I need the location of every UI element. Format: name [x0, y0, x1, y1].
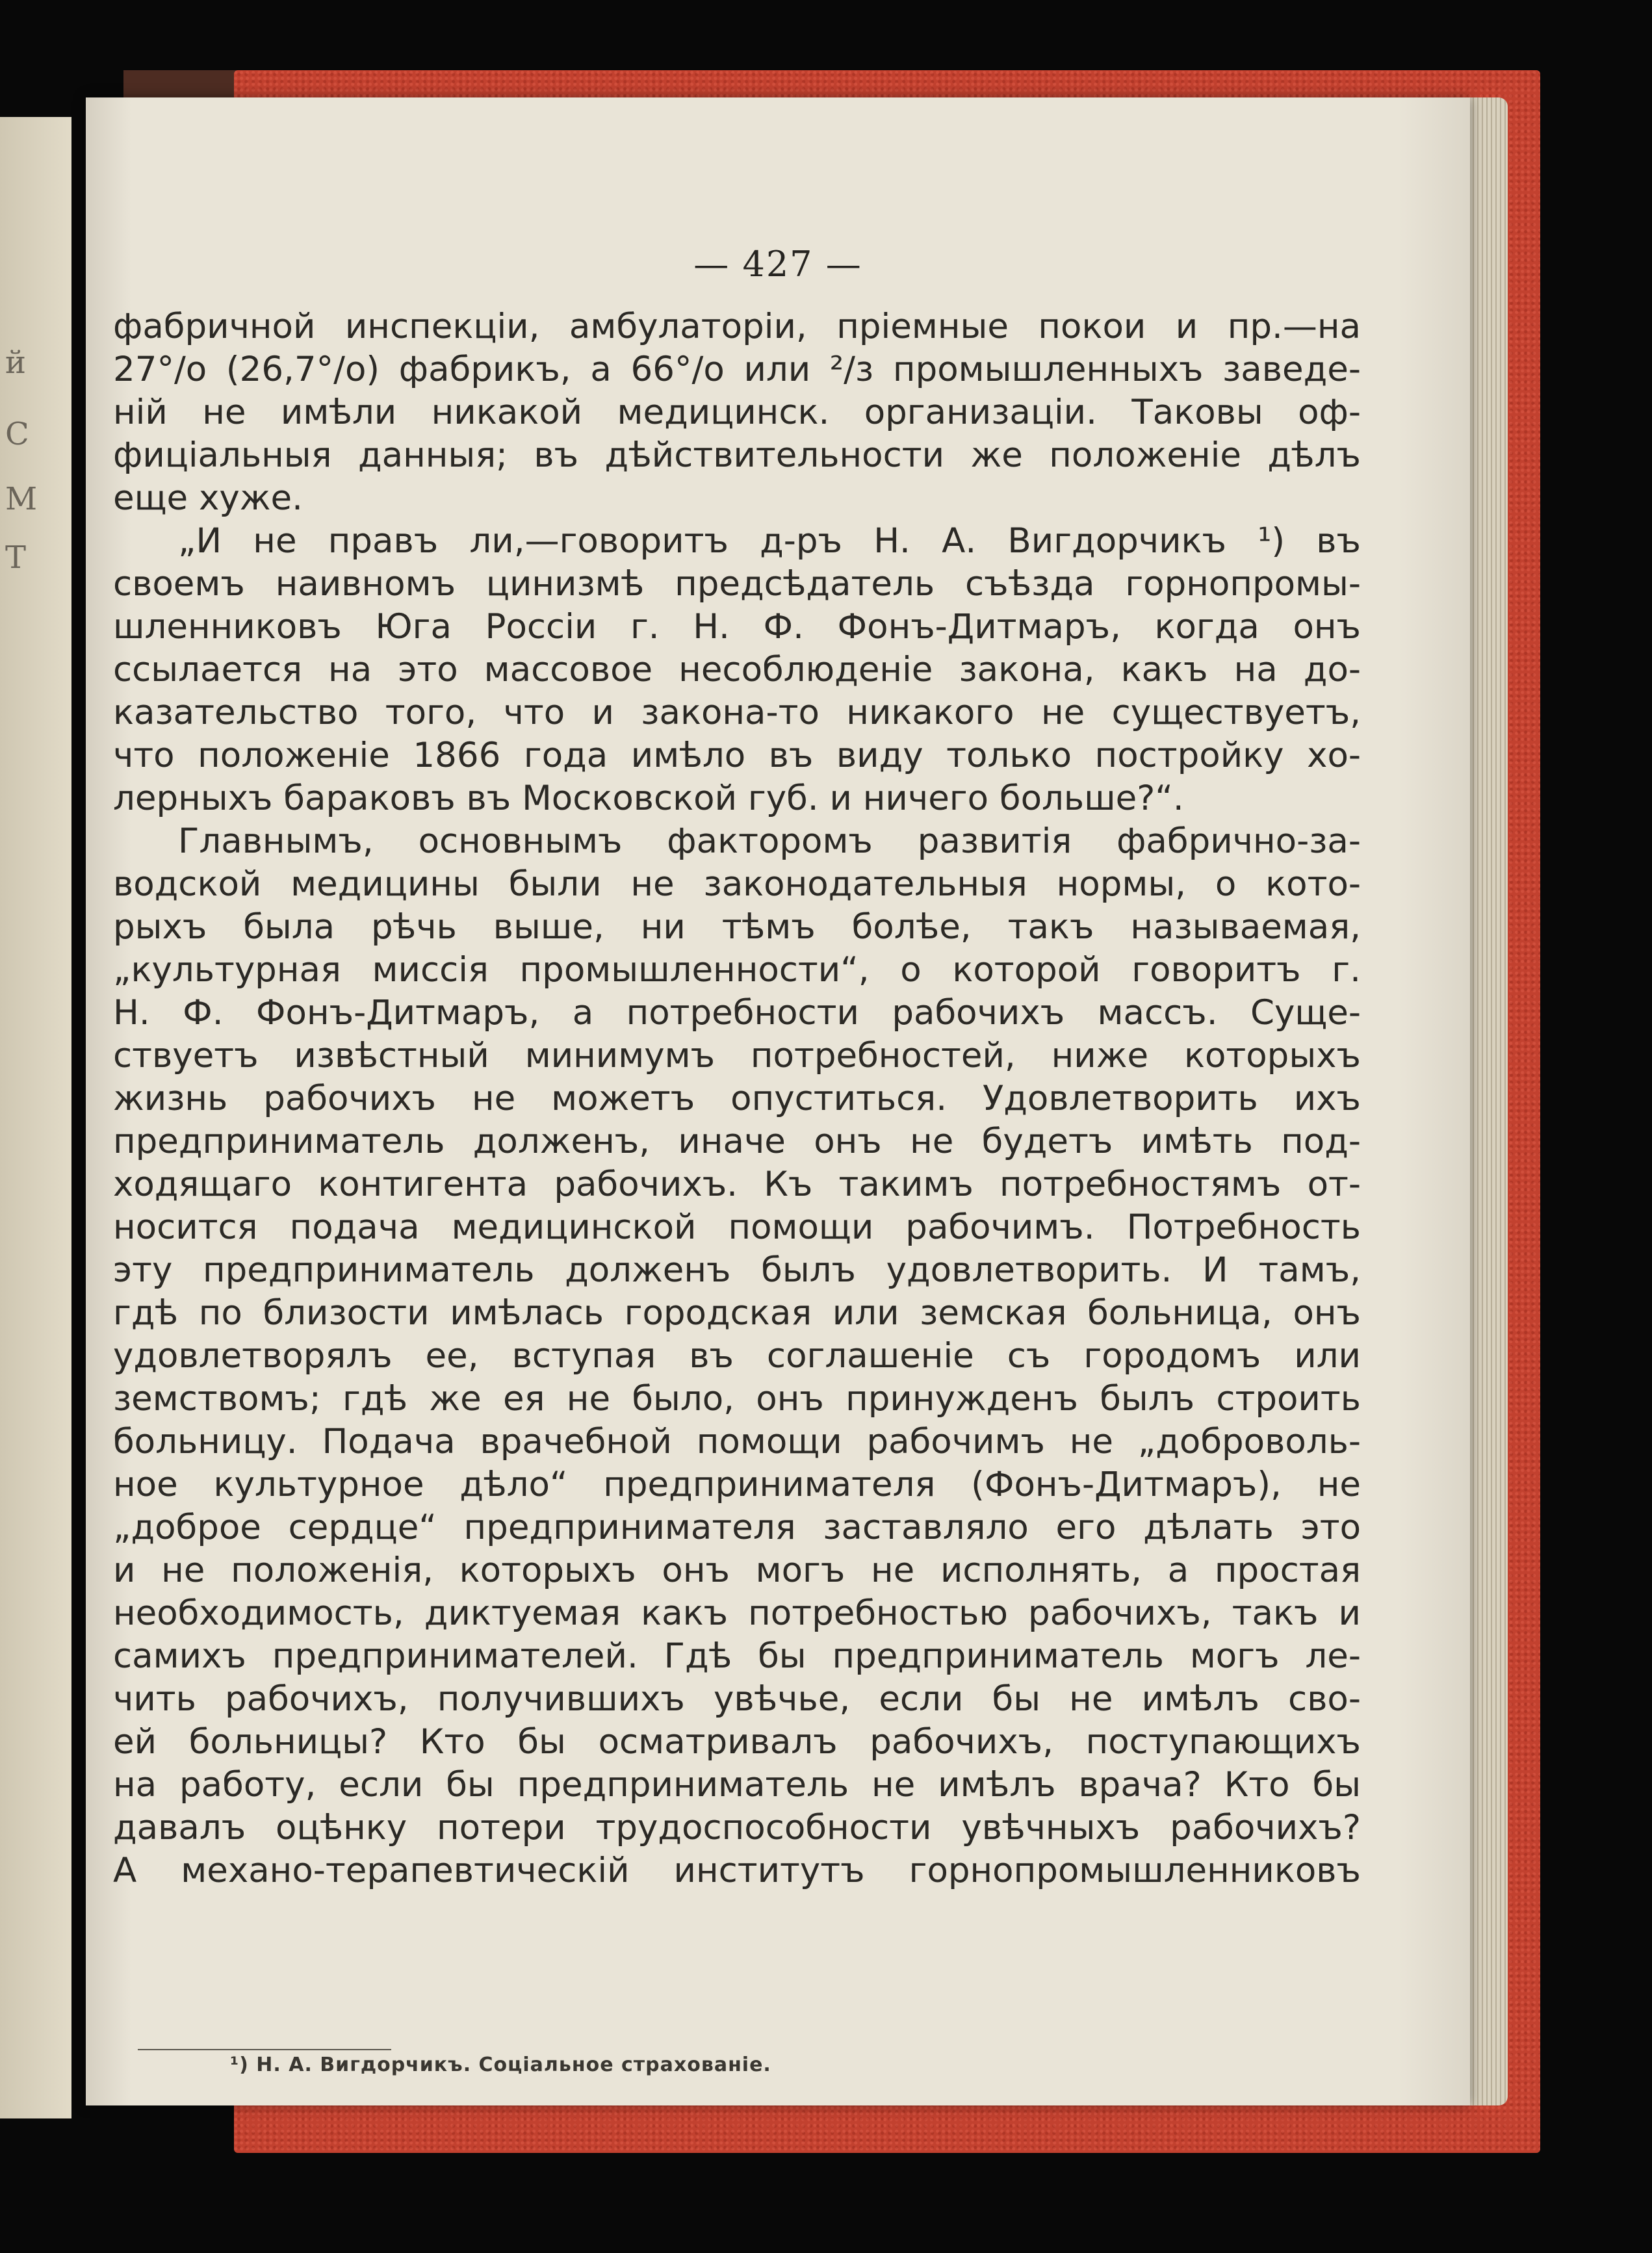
text-line: давалъ оцѣнку потери трудоспособности увѣчныхъ рабочихъ?	[113, 1808, 1361, 1847]
left-page-glyph: Т	[5, 539, 27, 576]
text-line: больницу. Подача врачебной помощи рабочимъ не „доброволь-	[113, 1422, 1361, 1461]
left-page-glyph: С	[5, 416, 29, 452]
text-line: жизнь рабочихъ не можетъ опуститься. Удовлетворить ихъ	[113, 1079, 1361, 1118]
text-line: А механо-терапевтическій институтъ горнопромышленниковъ	[113, 1851, 1361, 1890]
footnote: ¹) Н. А. Вигдорчикъ. Соціальное страхованіе.	[230, 2053, 771, 2076]
text-line: ствуетъ извѣстный минимумъ потребностей, ниже которыхъ	[113, 1036, 1361, 1075]
text-line: фиціальныя данныя; въ дѣйствительности же положеніе дѣлъ	[113, 435, 1361, 475]
text-line: еще хуже.	[113, 478, 303, 518]
text-line: на работу, если бы предприниматель не имѣлъ врача? Кто бы	[113, 1765, 1361, 1805]
text-line: водской медицины были не законодательныя нормы, о кото-	[113, 864, 1361, 904]
text-line: рыхъ была рѣчь выше, ни тѣмъ болѣе, такъ называемая,	[113, 907, 1361, 947]
text-line: что положеніе 1866 года имѣло въ виду только постройку хо-	[113, 736, 1361, 775]
text-line: необходимость, диктуемая какъ потребностью рабочихъ, такъ и	[113, 1593, 1361, 1633]
text-line: самихъ предпринимателей. Гдѣ бы предприниматель могъ ле-	[113, 1636, 1361, 1676]
left-facing-page	[0, 117, 71, 2118]
left-page-glyph: М	[5, 481, 38, 517]
text-line: „доброе сердце“ предпринимателя заставляло его дѣлать это	[113, 1508, 1361, 1547]
text-line: шленниковъ Юга Россіи г. Н. Ф. Фонъ-Дитмаръ, когда онъ	[113, 607, 1361, 647]
text-line: удовлетворялъ ее, вступая въ соглашеніе съ городомъ или	[113, 1336, 1361, 1376]
text-line: лерныхъ бараковъ въ Московской губ. и ничего больше?“.	[113, 779, 1184, 818]
footnote-rule	[138, 2049, 391, 2050]
text-line: Н. Ф. Фонъ-Дитмаръ, а потребности рабочихъ массъ. Суще-	[113, 993, 1361, 1033]
text-line: эту предприниматель долженъ былъ удовлетворить. И тамъ,	[113, 1250, 1361, 1290]
text-line: чить рабочихъ, получившихъ увѣчье, если бы не имѣлъ сво-	[113, 1679, 1361, 1719]
page-number: — 427 —	[693, 244, 862, 285]
text-line: 27°/о (26,7°/о) фабрикъ, а 66°/о или ²/з промышленныхъ заведе-	[113, 350, 1361, 389]
body-text	[113, 305, 1361, 1892]
text-line: гдѣ по близости имѣлась городская или земская больница, онъ	[113, 1293, 1361, 1333]
text-line: Главнымъ, основнымъ факторомъ развитія фабрично-за-	[178, 821, 1361, 861]
left-page-glyph: й	[5, 344, 26, 381]
text-line: и не положенія, которыхъ онъ могъ не исполнять, а простая	[113, 1551, 1361, 1590]
text-line: своемъ наивномъ цинизмѣ предсѣдатель съѣзда горнопромы-	[113, 564, 1361, 604]
text-line: предприниматель долженъ, иначе онъ не будетъ имѣть под-	[113, 1122, 1361, 1161]
text-line: фабричной инспекціи, амбулаторіи, пріемные покои и пр.—на	[113, 307, 1361, 346]
text-line: ссылается на это массовое несоблюденіе закона, какъ на до-	[113, 650, 1361, 689]
text-line: ей больницы? Кто бы осматривалъ рабочихъ, поступающихъ	[113, 1722, 1361, 1762]
text-line: казательство того, что и закона-то никакого не существуетъ,	[113, 693, 1361, 732]
text-line: „И не правъ ли,—говоритъ д-ръ Н. А. Вигдорчикъ ¹) въ	[178, 521, 1361, 561]
text-line: земствомъ; гдѣ же ея не было, онъ принужденъ былъ строить	[113, 1379, 1361, 1419]
text-line: носится подача медицинской помощи рабочимъ. Потребность	[113, 1207, 1361, 1247]
text-line: ній не имѣли никакой медицинск. организаціи. Таковы оф-	[113, 393, 1361, 432]
text-line: ное культурное дѣло“ предпринимателя (Фонъ-Дитмаръ), не	[113, 1465, 1361, 1504]
book-page	[86, 97, 1470, 2105]
text-line: „культурная миссія промышленности“, о которой говоритъ г.	[113, 950, 1361, 990]
text-line: ходящаго контигента рабочихъ. Къ такимъ потребностямъ от-	[113, 1165, 1361, 1204]
